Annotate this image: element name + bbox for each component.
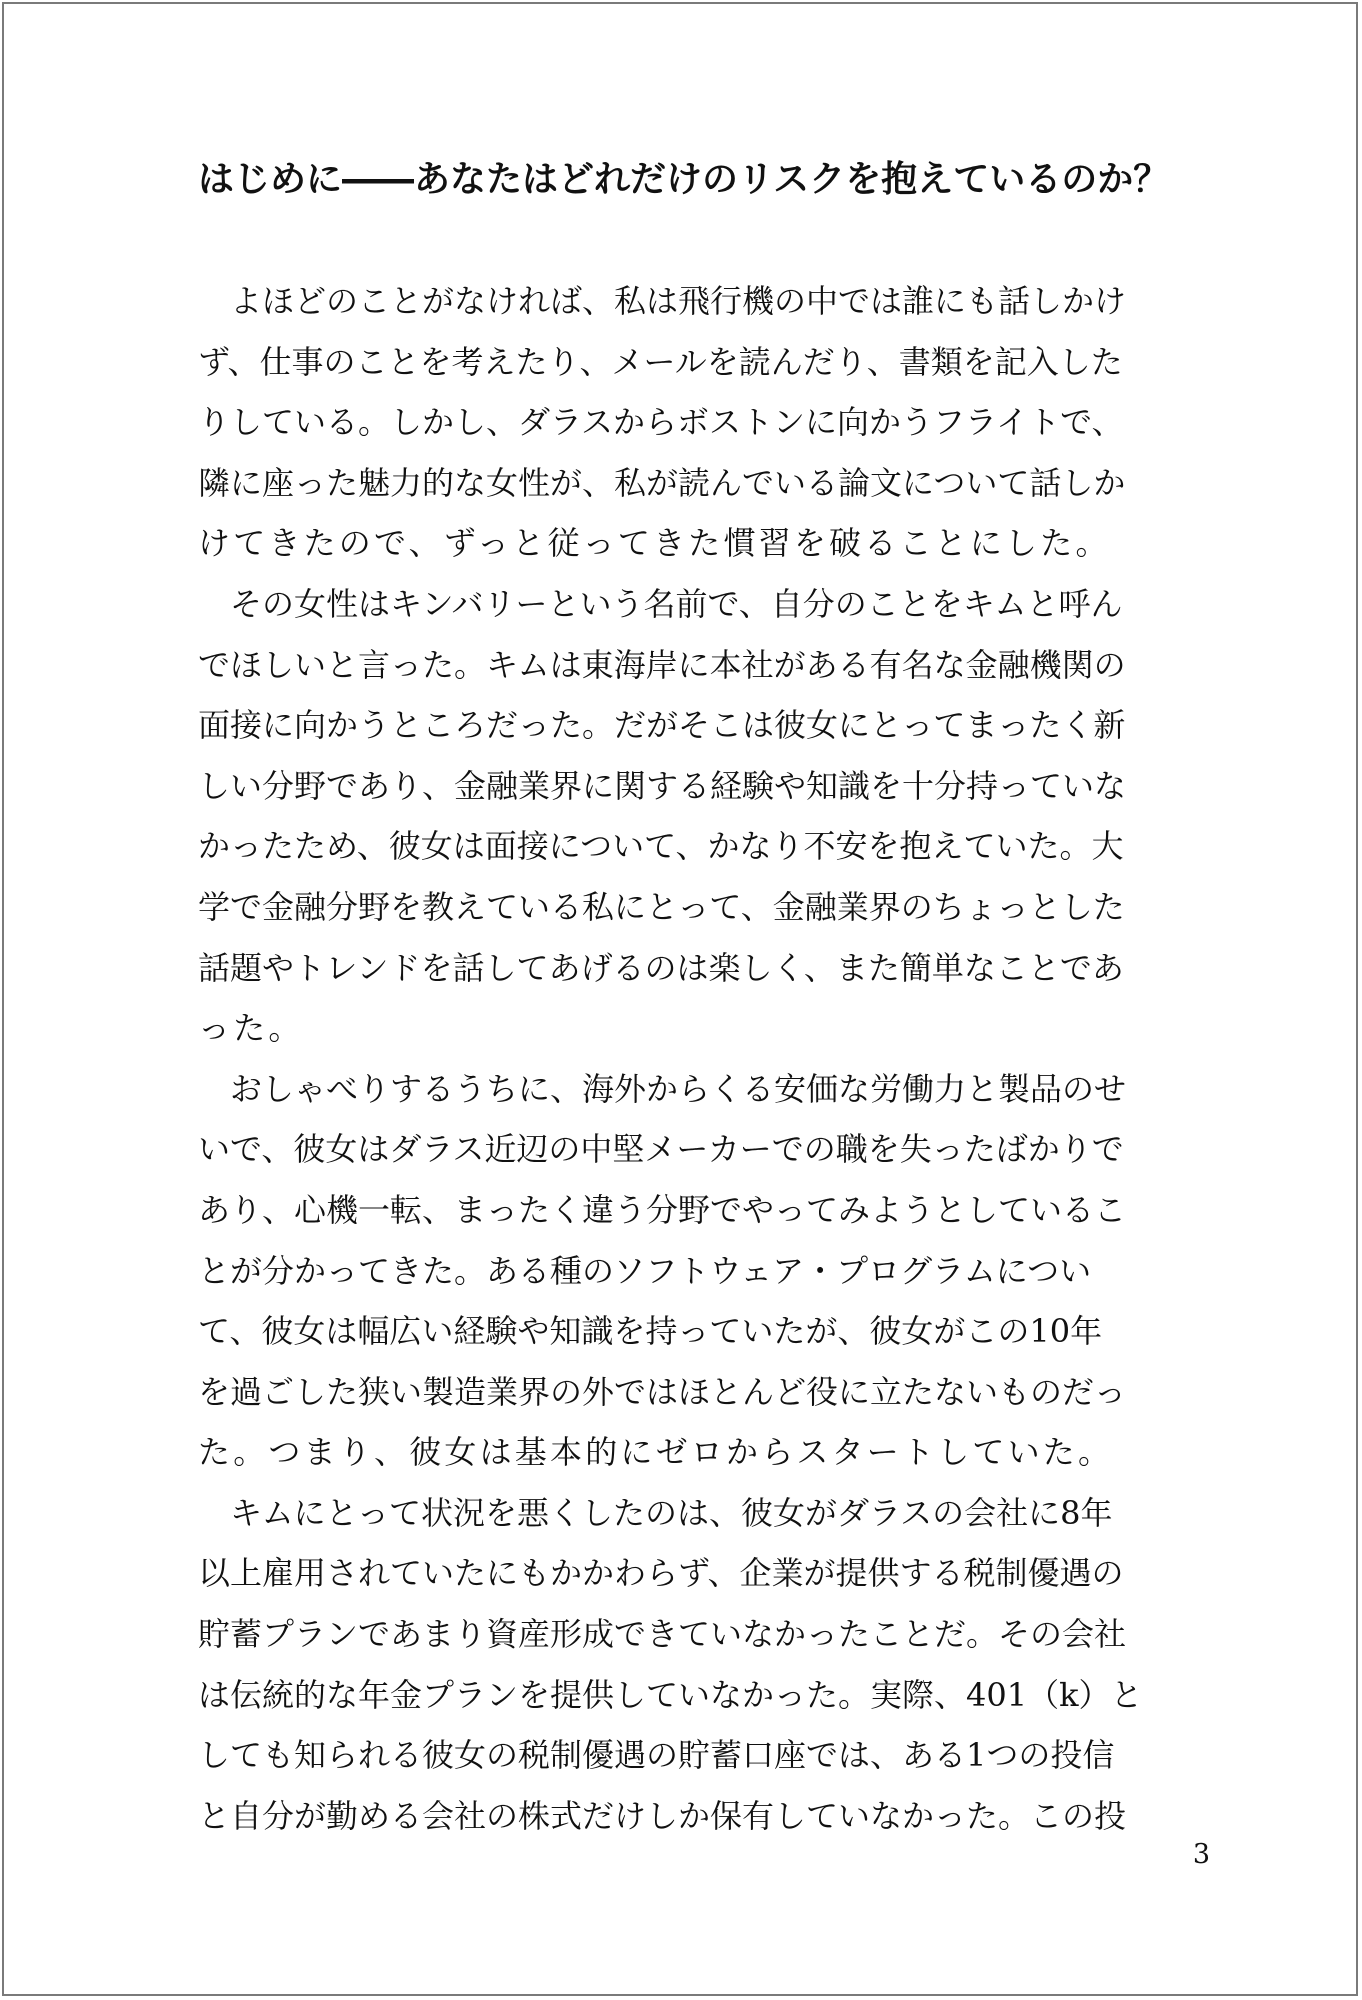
text-line: その女性はキンバリーという名前で、自分のことをキムと呼ん xyxy=(198,584,1123,623)
text-line: しても知られる彼女の税制優遇の貯蓄口座では、ある1つの投信 xyxy=(198,1736,1115,1775)
text-line: りしている。しかし、ダラスからボストンに向かうフライトで、 xyxy=(198,403,1124,442)
text-line: キムにとって状況を悪くしたのは、彼女がダラスの会社に8年 xyxy=(198,1493,1113,1532)
chapter-heading: はじめに――あなたはどれだけのリスクを抱えているのか？ xyxy=(198,159,1170,200)
text-line: 貯蓄プランであまり資産形成できていなかったことだ。その会社 xyxy=(198,1615,1127,1654)
text-line: おしゃべりするうちに、海外からくる安価な労働力と製品のせ xyxy=(198,1069,1127,1108)
text-line: と自分が勤める会社の株式だけしか保有していなかった。この投 xyxy=(198,1796,1127,1835)
text-line: 隣に座った魅力的な女性が、私が読んでいる論文について話しか xyxy=(198,463,1126,502)
text-line: あり、心機一転、まったく違う分野でやってみようとしているこ xyxy=(198,1190,1127,1229)
text-line: かったため、彼女は面接について、かなり不安を抱えていた。大 xyxy=(198,827,1124,866)
text-line: 以上雇用されていたにもかかわらず、企業が提供する税制優遇の xyxy=(198,1554,1124,1593)
text-line: いで、彼女はダラス近辺の中堅メーカーでの職を失ったばかりで xyxy=(198,1130,1124,1169)
text-line: よほどのことがなければ、私は飛行機の中では誰にも話しかけ xyxy=(198,282,1127,320)
text-line: 話題やトレンドを話してあげるのは楽しく、また簡単なことであ xyxy=(198,948,1124,987)
text-line: て、彼女は幅広い経験や知識を持っていたが、彼女がこの10年 xyxy=(198,1312,1103,1351)
page-number: 3 xyxy=(1192,1839,1210,1870)
text-line: とが分かってきた。ある種のソフトウェア・プログラムについ xyxy=(198,1251,1092,1290)
text-line: でほしいと言った。キムは東海岸に本社がある有名な金融機関の xyxy=(198,645,1126,684)
text-line: を過ごした狭い製造業界の外ではほとんど役に立たないものだっ xyxy=(198,1372,1127,1411)
text-line: 学で金融分野を教えている私にとって、金融業界のちょっとした xyxy=(198,887,1125,926)
text-line: た。つまり、彼女は基本的にゼロからスタートしていた。 xyxy=(198,1433,1114,1472)
text-line: は伝統的な年金プランを提供していなかった。実際、401（k）と xyxy=(198,1675,1143,1714)
text-line: けてきたので、ずっと従ってきた慣習を破ることにした。 xyxy=(198,524,1111,563)
text-line: った。 xyxy=(198,1009,304,1048)
text-line: ず、仕事のことを考えたり、メールを読んだり、書類を記入した xyxy=(198,342,1123,381)
text-line: 面接に向かうところだった。だがそこは彼女にとってまったく新 xyxy=(198,706,1126,745)
text-line: しい分野であり、金融業界に関する経験や知識を十分持っていな xyxy=(198,766,1127,805)
body-text xyxy=(198,271,1204,1846)
